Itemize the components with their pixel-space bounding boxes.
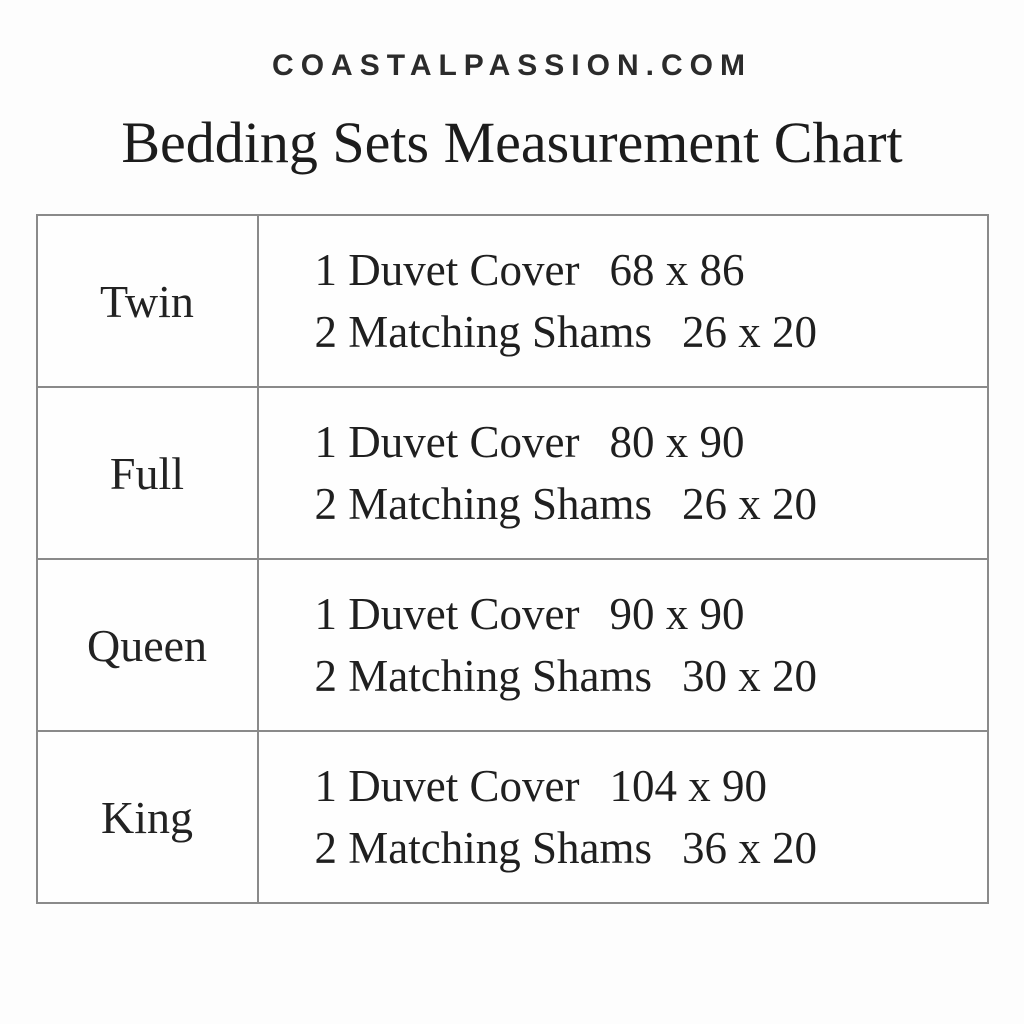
details-cell <box>259 560 987 730</box>
size-cell: Twin <box>38 216 259 386</box>
item-line <box>315 239 987 301</box>
item-line <box>315 301 987 363</box>
item-line <box>315 755 987 817</box>
table-row-queen <box>38 558 987 730</box>
item-label: 2 Matching Shams <box>314 479 652 529</box>
item-dimensions: 26 x 20 <box>681 307 817 357</box>
item-label: 2 Matching Shams <box>314 307 652 357</box>
details-cell <box>259 732 987 902</box>
table-row-full <box>38 386 987 558</box>
item-line <box>315 645 987 707</box>
item-line <box>315 817 987 879</box>
item-line <box>315 583 987 645</box>
table-row-king <box>38 730 987 902</box>
item-label: 2 Matching Shams <box>314 823 652 873</box>
item-dimensions: 26 x 20 <box>681 479 817 529</box>
item-dimensions: 104 x 90 <box>609 761 767 811</box>
item-dimensions: 36 x 20 <box>681 823 817 873</box>
item-dimensions: 90 x 90 <box>609 589 745 639</box>
page-title: Bedding Sets Measurement Chart <box>121 110 903 175</box>
site-name: COASTALPASSION.COM <box>272 49 752 82</box>
measurement-table <box>36 214 989 904</box>
size-cell: King <box>38 732 259 902</box>
table-row-twin <box>38 216 987 386</box>
item-line <box>315 473 987 535</box>
details-cell <box>259 216 987 386</box>
item-label: 1 Duvet Cover <box>314 761 580 811</box>
details-cell <box>259 388 987 558</box>
item-line <box>315 411 987 473</box>
item-dimensions: 80 x 90 <box>609 417 745 467</box>
item-label: 1 Duvet Cover <box>314 417 580 467</box>
item-dimensions: 68 x 86 <box>609 245 745 295</box>
size-cell: Full <box>38 388 259 558</box>
item-label: 1 Duvet Cover <box>314 589 580 639</box>
item-label: 1 Duvet Cover <box>314 245 580 295</box>
size-cell: Queen <box>38 560 259 730</box>
item-dimensions: 30 x 20 <box>681 651 817 701</box>
item-label: 2 Matching Shams <box>314 651 652 701</box>
